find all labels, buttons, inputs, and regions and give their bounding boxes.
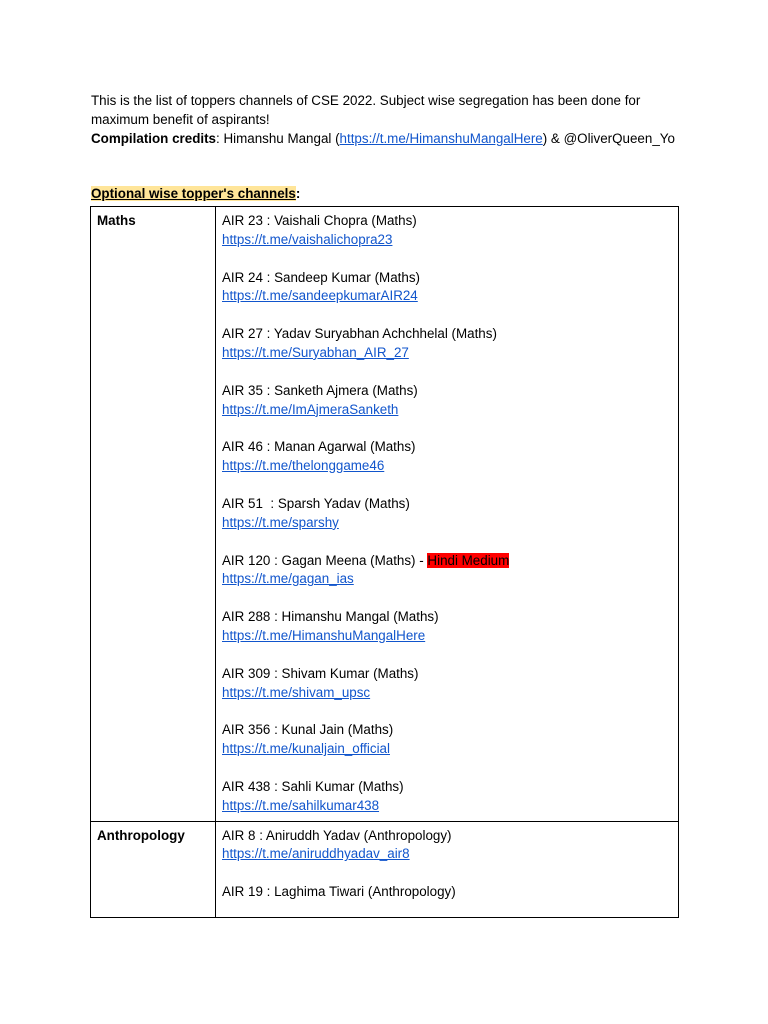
table-row-maths xyxy=(91,207,679,822)
channel-link[interactable]: https://t.me/sahilkumar438 xyxy=(222,797,380,813)
section-heading xyxy=(91,185,300,203)
topper-name: AIR 51 : Sparsh Yadav (Maths) xyxy=(222,495,410,511)
entries-cell xyxy=(216,207,679,822)
list-item xyxy=(222,495,672,552)
list-item xyxy=(222,883,672,912)
list-item xyxy=(222,552,672,609)
credits-after: ) & @OliverQueen_Yo xyxy=(542,130,675,146)
topper-name: AIR 438 : Sahli Kumar (Maths) xyxy=(222,778,404,794)
channel-link[interactable]: https://t.me/aniruddhyadav_air8 xyxy=(222,846,410,862)
topper-name: AIR 35 : Sanketh Ajmera (Maths) xyxy=(222,382,418,398)
topper-name: AIR 120 : Gagan Meena (Maths) - xyxy=(222,552,428,568)
list-item xyxy=(222,212,672,269)
channel-link[interactable]: https://t.me/HimanshuMangalHere xyxy=(222,627,426,643)
topper-name: AIR 24 : Sandeep Kumar (Maths) xyxy=(222,269,420,285)
channel-link[interactable]: https://t.me/thelonggame46 xyxy=(222,458,385,474)
heading-colon: : xyxy=(295,186,301,201)
medium-tag: Hindi Medium xyxy=(427,552,510,568)
credits-text: : Himanshu Mangal ( xyxy=(216,130,340,146)
topper-name: AIR 23 : Vaishali Chopra (Maths) xyxy=(222,213,417,228)
credits-label: Compilation credits xyxy=(91,130,216,146)
credits-link[interactable]: https://t.me/HimanshuMangalHere xyxy=(339,130,543,146)
channel-link[interactable]: https://t.me/sparshy xyxy=(222,514,339,530)
list-item xyxy=(222,438,672,495)
list-item xyxy=(222,665,672,722)
topper-name: AIR 46 : Manan Agarwal (Maths) xyxy=(222,439,416,455)
channel-link[interactable]: https://t.me/kunaljain_official xyxy=(222,741,390,757)
list-item xyxy=(222,269,672,326)
intro-line: This is the list of toppers channels of CSE 2022. Subject wise segregation has been done for maximum benefit of aspirants! xyxy=(91,93,641,127)
list-item xyxy=(222,608,672,665)
table-row-anthropology xyxy=(91,821,679,917)
credits-line xyxy=(91,130,691,149)
topper-name: AIR 27 : Yadav Suryabhan Achchhelal (Maths) xyxy=(222,326,497,342)
topper-name: AIR 309 : Shivam Kumar (Maths) xyxy=(222,665,419,681)
channel-link[interactable]: https://t.me/shivam_upsc xyxy=(222,684,371,700)
channel-link[interactable]: https://t.me/Suryabhan_AIR_27 xyxy=(222,344,409,360)
page-cut-spacer xyxy=(222,902,672,912)
heading-text: Optional wise topper's channels xyxy=(91,186,296,201)
subject-cell: Maths xyxy=(91,207,216,822)
subject-cell: Anthropology xyxy=(91,821,216,917)
channel-link[interactable]: https://t.me/sandeepkumarAIR24 xyxy=(222,288,418,304)
list-item xyxy=(222,778,672,816)
topper-name-line xyxy=(222,552,672,571)
topper-name: AIR 356 : Kunal Jain (Maths) xyxy=(222,722,394,738)
topper-name: AIR 8 : Aniruddh Yadav (Anthropology) xyxy=(222,827,452,843)
toppers-table xyxy=(90,206,679,918)
list-item xyxy=(222,827,672,884)
channel-link[interactable]: https://t.me/ImAjmeraSanketh xyxy=(222,401,399,417)
channel-link[interactable]: https://t.me/vaishalichopra23 xyxy=(222,231,393,247)
intro-paragraph xyxy=(91,92,691,148)
topper-name: AIR 19 : Laghima Tiwari (Anthropology) xyxy=(222,884,456,900)
channel-link[interactable]: https://t.me/gagan_ias xyxy=(222,571,354,587)
entries-cell xyxy=(216,821,679,917)
topper-name: AIR 288 : Himanshu Mangal (Maths) xyxy=(222,609,439,625)
list-item xyxy=(222,382,672,439)
list-item xyxy=(222,325,672,382)
list-item xyxy=(222,721,672,778)
